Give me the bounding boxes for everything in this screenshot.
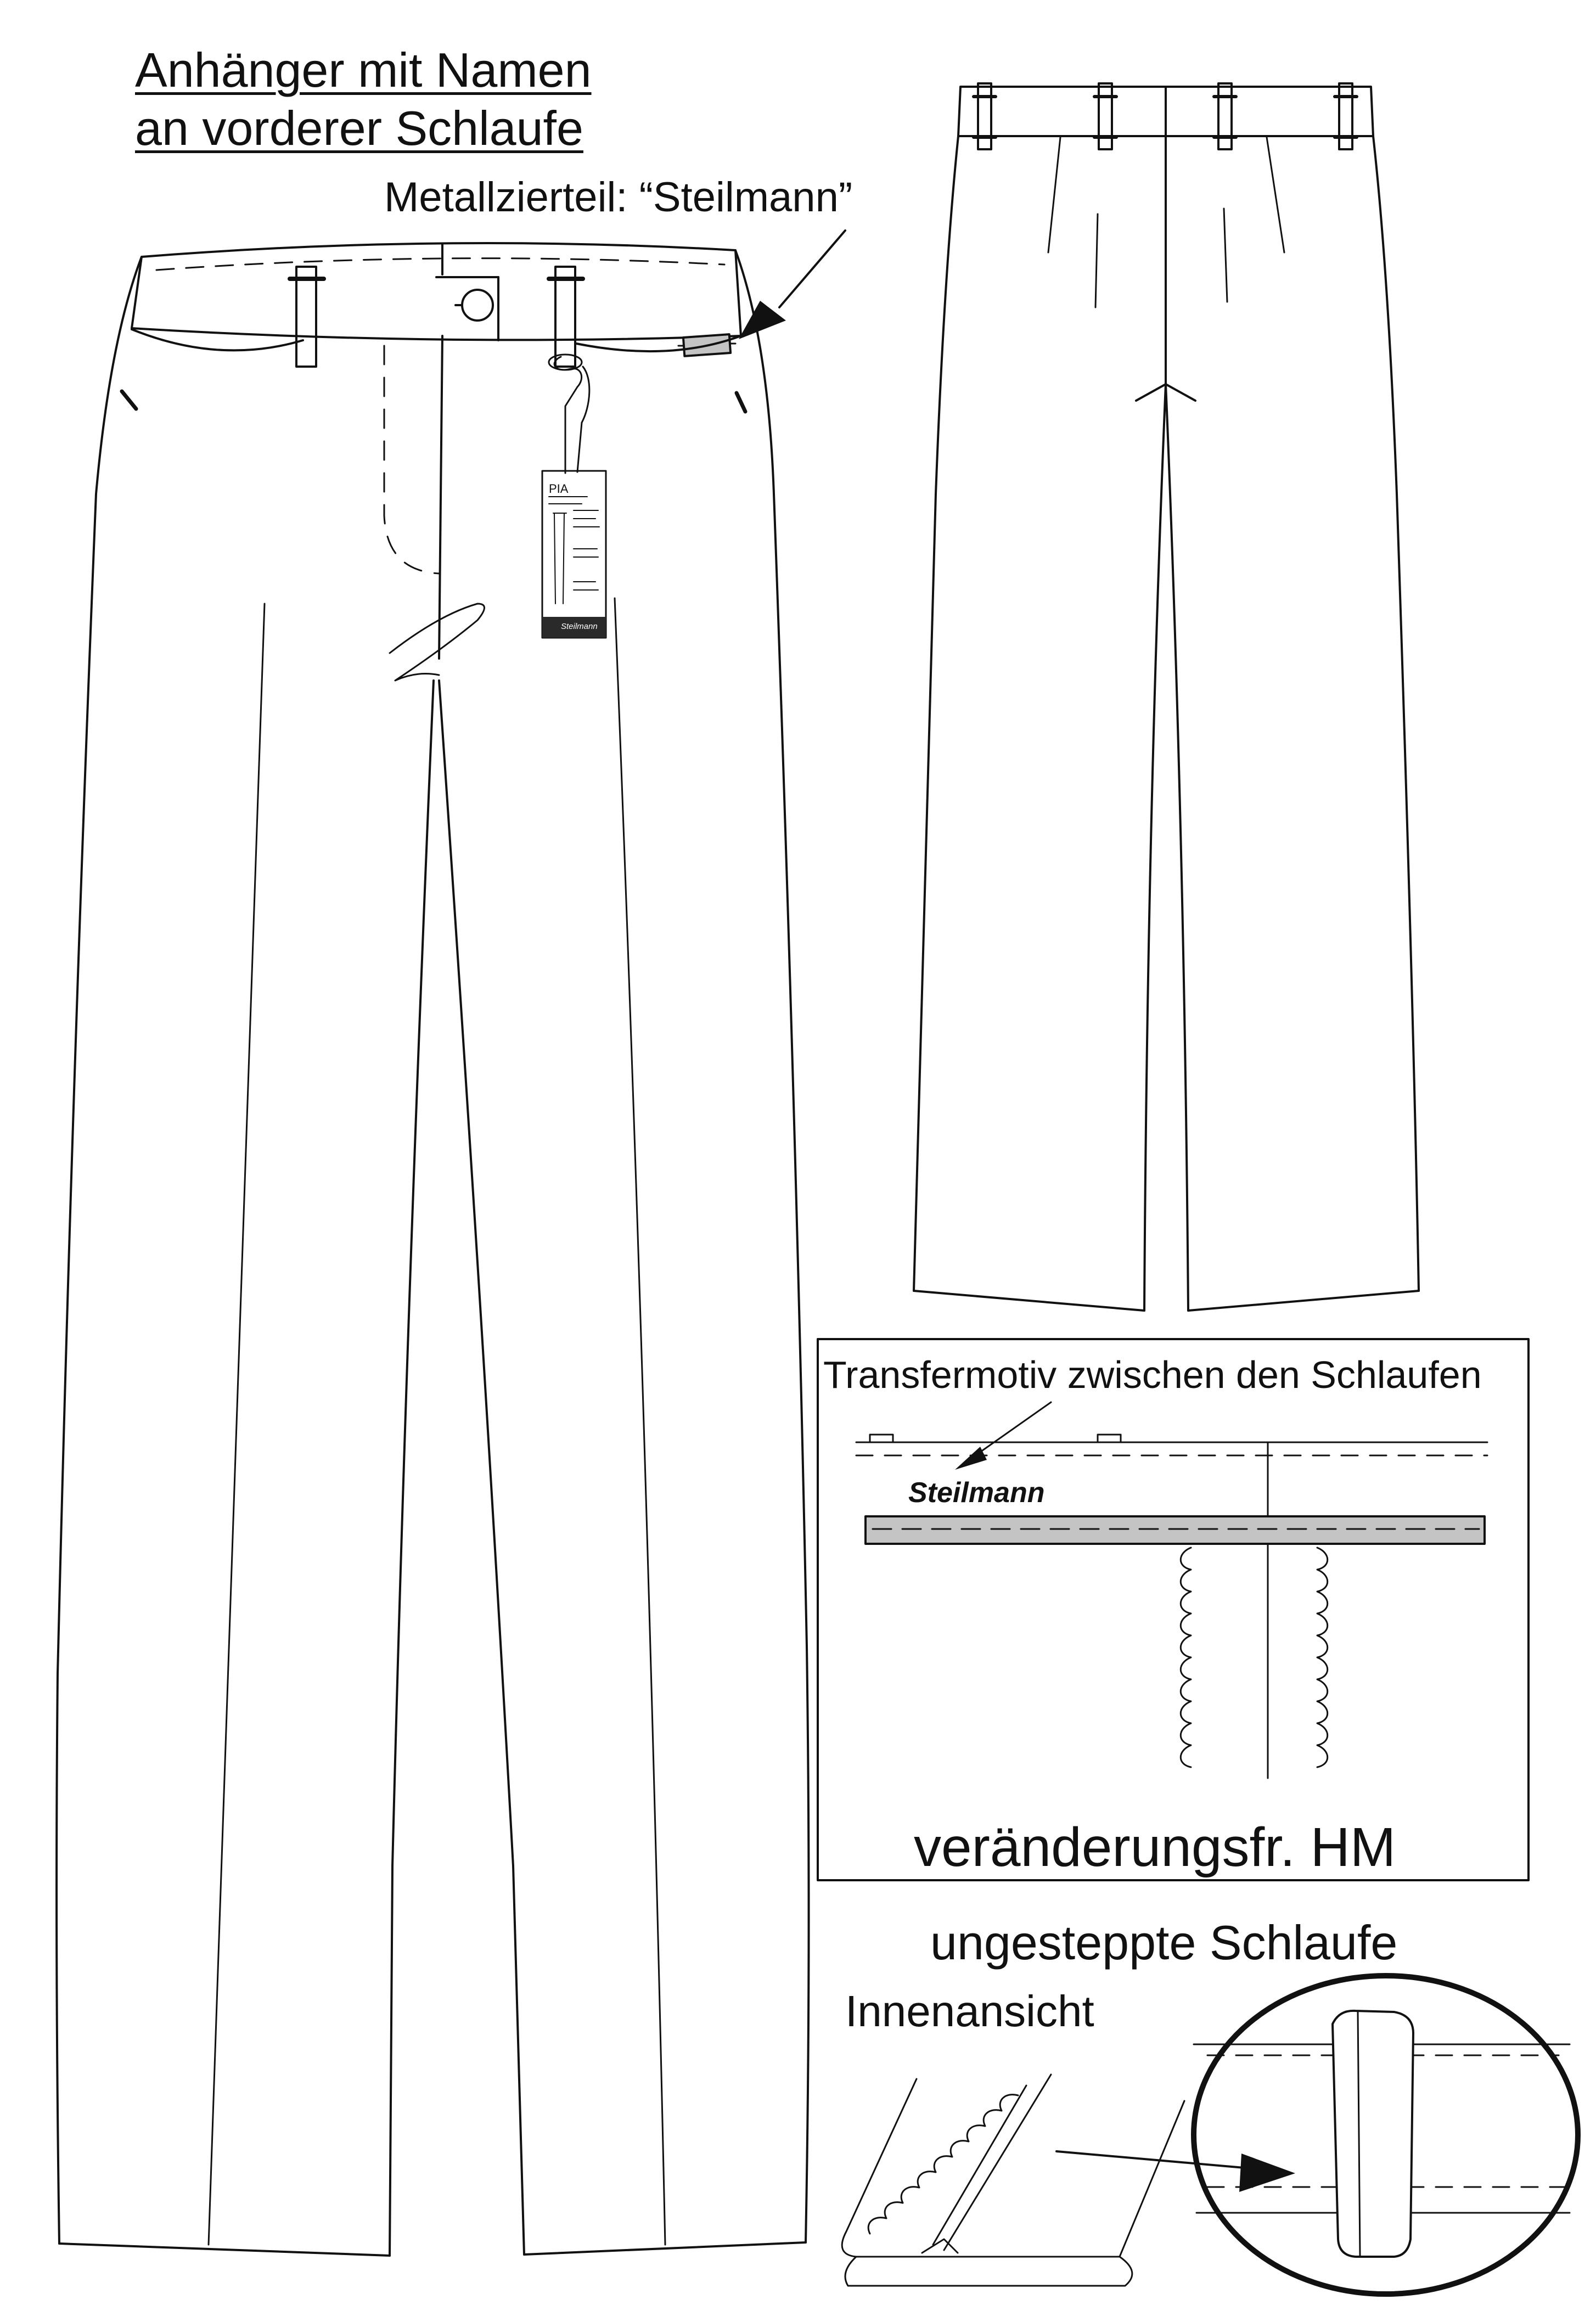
transfer-motif-label: Transfermotiv zwischen den Schlaufen: [823, 1353, 1482, 1396]
front-right-inseam: [439, 681, 524, 2255]
back-left-hem: [914, 1291, 1144, 1311]
waistband-topstitch: [156, 258, 724, 270]
back-right-hem: [1188, 1291, 1419, 1311]
back-dart-4: [1267, 137, 1284, 252]
left-crease: [209, 604, 265, 2245]
tag-note-line1: Anhänger mit Namen: [135, 43, 592, 97]
tag-string: [554, 357, 582, 473]
front-left-inseam: [390, 681, 434, 2256]
button-icon: [456, 290, 493, 321]
detail-frame: [818, 1339, 1528, 1880]
tag-note-line2: an vorderer Schlaufe: [135, 101, 583, 155]
right-crease: [615, 598, 665, 2245]
back-loop-3: [1218, 83, 1232, 149]
center-front-seam: [439, 336, 442, 659]
inside-view-label: Innenansicht: [845, 1987, 1094, 2036]
back-dart-2: [1095, 214, 1098, 307]
front-left-outseam: [57, 257, 142, 2244]
overlock-right: [1317, 1548, 1328, 1767]
back-loop-2: [1099, 83, 1112, 149]
transfer-arrow-line: [977, 1402, 1051, 1454]
hem-note-label: veränderungsfr. HM: [914, 1817, 1396, 1878]
back-loop-4: [1339, 83, 1352, 149]
hang-tag-brand: Steilmann: [561, 622, 598, 631]
fly-stitching: [384, 346, 439, 574]
back-dart-3: [1224, 209, 1227, 302]
waist-seam-band: [866, 1516, 1485, 1544]
brand-print-label: Steilmann: [908, 1477, 1045, 1509]
unstitched-loop-label: ungesteppte Schlaufe: [930, 1915, 1398, 1970]
back-left-outseam: [914, 136, 958, 1291]
belt-loop-left: [296, 267, 316, 367]
hang-tag: [542, 471, 606, 638]
metal-trim-label: Metallzierteil: “Steilmann”: [384, 174, 853, 221]
back-loop-1: [978, 83, 991, 149]
hang-tag-model-name: PIA: [549, 482, 569, 496]
back-right-outseam: [1373, 136, 1419, 1291]
belt-loop-right: [555, 267, 575, 367]
back-dart-1: [1048, 137, 1060, 252]
overlock-left: [1181, 1548, 1191, 1767]
front-waistband: [132, 243, 741, 340]
zipper-bartack: [390, 604, 485, 681]
front-view: [57, 243, 808, 2256]
crotch-left: [1144, 384, 1166, 1311]
front-right-outseam: [735, 250, 809, 2242]
crotch-right: [1166, 384, 1188, 1311]
hem-fold-outline: [842, 2079, 1184, 2257]
metal-trim-arrow-line: [779, 231, 845, 307]
magnified-loop: [1194, 1976, 1578, 2294]
front-left-hem: [59, 2244, 390, 2256]
back-view: [914, 83, 1419, 1311]
detail-box: [818, 1339, 1528, 1880]
